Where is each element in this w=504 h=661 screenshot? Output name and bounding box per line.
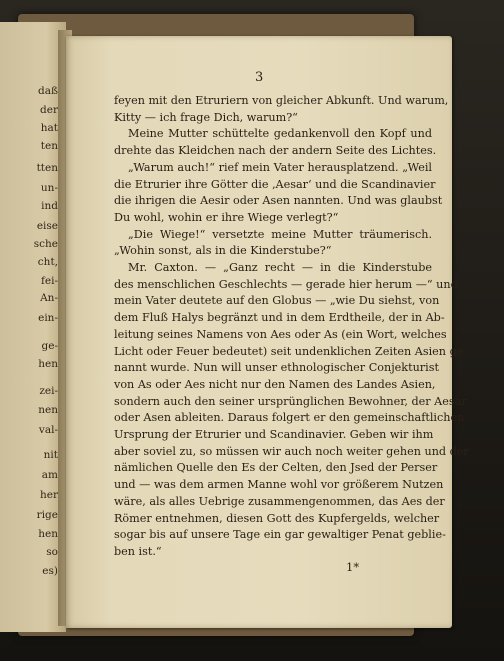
text-line: feyen mit den Etruriern von gleicher Abkunft. Und warum, [114, 94, 449, 107]
text-line: „Wohin sonst, als in die Kinderstube?“ [114, 244, 332, 258]
signature-mark: 1* [346, 560, 360, 574]
left-page-fragment: ein- [38, 312, 58, 324]
text-line: des menschlichen Geschlechts — gerade hier herum —“ und [114, 277, 458, 291]
text-line: von As oder Aes nicht nur den Namen des Landes Asien, [114, 377, 436, 391]
text-line: drehte das Kleidchen nach der andern Seite des Lichtes. [114, 144, 437, 158]
text-line: mein Vater deutete auf den Globus — „wie Du siehst, von [114, 294, 440, 308]
left-page-fragment: rige [36, 509, 58, 521]
left-page-fragment: so [46, 546, 58, 558]
left-page-fragment: her [40, 489, 58, 501]
text-line: Meine Mutter schüttelte gedankenvoll den Kopf und [128, 127, 432, 141]
left-page-fragment: hen [38, 528, 58, 540]
left-page-fragment: fei- [40, 275, 58, 287]
right-page [66, 36, 469, 628]
left-page-fragment: ind [41, 200, 58, 212]
left-page-fragment: ge- [41, 340, 58, 352]
text-line: wäre, als alles Uebrige zusammengenommen, das Aes der [114, 494, 445, 508]
left-page-fragment: un- [40, 182, 58, 194]
text-line: und — was dem armen Manne wohl vor größerem Nutzen [114, 478, 444, 492]
text-line: nannt wurde. Nun will unser ethnologischer Conjekturist [114, 361, 439, 375]
left-page-fragment: der [40, 104, 58, 116]
text-line: sogar bis auf unsere Tage ein gar gewaltiger Penat geblie- [114, 528, 446, 542]
left-page-fragment: daß [38, 85, 58, 97]
left-page [0, 22, 66, 632]
text-line: Du wohl, wohin er ihre Wiege verlegt?“ [114, 210, 339, 224]
left-page-fragment: zei- [39, 385, 58, 397]
text-line: nämlichen Quelle den Es der Celten, den Jsed der Perser [114, 461, 438, 475]
text-line: Ursprung der Etrurier und Scandinavier. Geben wir ihm [114, 428, 434, 441]
text-line: Kitty — ich frage Dich, warum?“ [114, 110, 298, 124]
text-line: die ihrigen die Aesir oder Asen nannten. Und was glaubst [114, 194, 443, 208]
left-page-fragment: sche [33, 238, 58, 250]
text-line: oder Asen ableiten. Daraus folgert er den gemeinschaftlichen [114, 411, 465, 425]
left-page-fragment: am [41, 469, 58, 481]
text-line: sondern auch den seiner ursprünglichen Bewohner, der Aesar [114, 394, 467, 408]
text-line: Römer entnehmen, diesen Gott des Kupfergelds, welcher [114, 511, 440, 525]
page-number: 3 [255, 70, 264, 85]
left-page-fragment: hat [40, 122, 58, 134]
left-page-fragment: hen [38, 358, 58, 370]
left-page-fragment: An- [40, 292, 58, 304]
text-line: Mr. Caxton. — „Ganz recht — in die Kinderstube [128, 261, 432, 274]
text-line: „Die Wiege!“ versetzte meine Mutter träumerisch. [128, 227, 432, 241]
left-page-fragment: cht, [37, 256, 58, 268]
left-page-fragment: eise [36, 220, 58, 232]
left-page-fragment: es) [42, 565, 58, 577]
text-line: Licht oder Feuer bedeutet) seit undenklichen Zeiten Asien ge- [114, 344, 468, 358]
left-page-fragment: nit [43, 449, 58, 461]
left-page-fragment: tten [36, 162, 58, 174]
left-page-fragment: nen [38, 404, 58, 416]
left-page-fragment: ten [40, 140, 58, 152]
left-page-fragment: val- [38, 424, 58, 436]
text-line: die Etrurier ihre Götter die ‚Aesar‘ und die Scandinavier [114, 177, 436, 191]
text-line: „Warum auch!“ rief mein Vater herausplatzend. „Weil [128, 160, 432, 174]
text-line: dem Fluß Halys begränzt und in dem Erdtheile, der in Ab- [114, 311, 445, 325]
text-line: aber soviel zu, so müssen wir auch noch weiter gehen und der [114, 444, 469, 458]
text-line: ben ist.“ [114, 544, 162, 558]
text-line: leitung seines Namens von Aes oder As (ein Wort, welches [114, 327, 447, 341]
